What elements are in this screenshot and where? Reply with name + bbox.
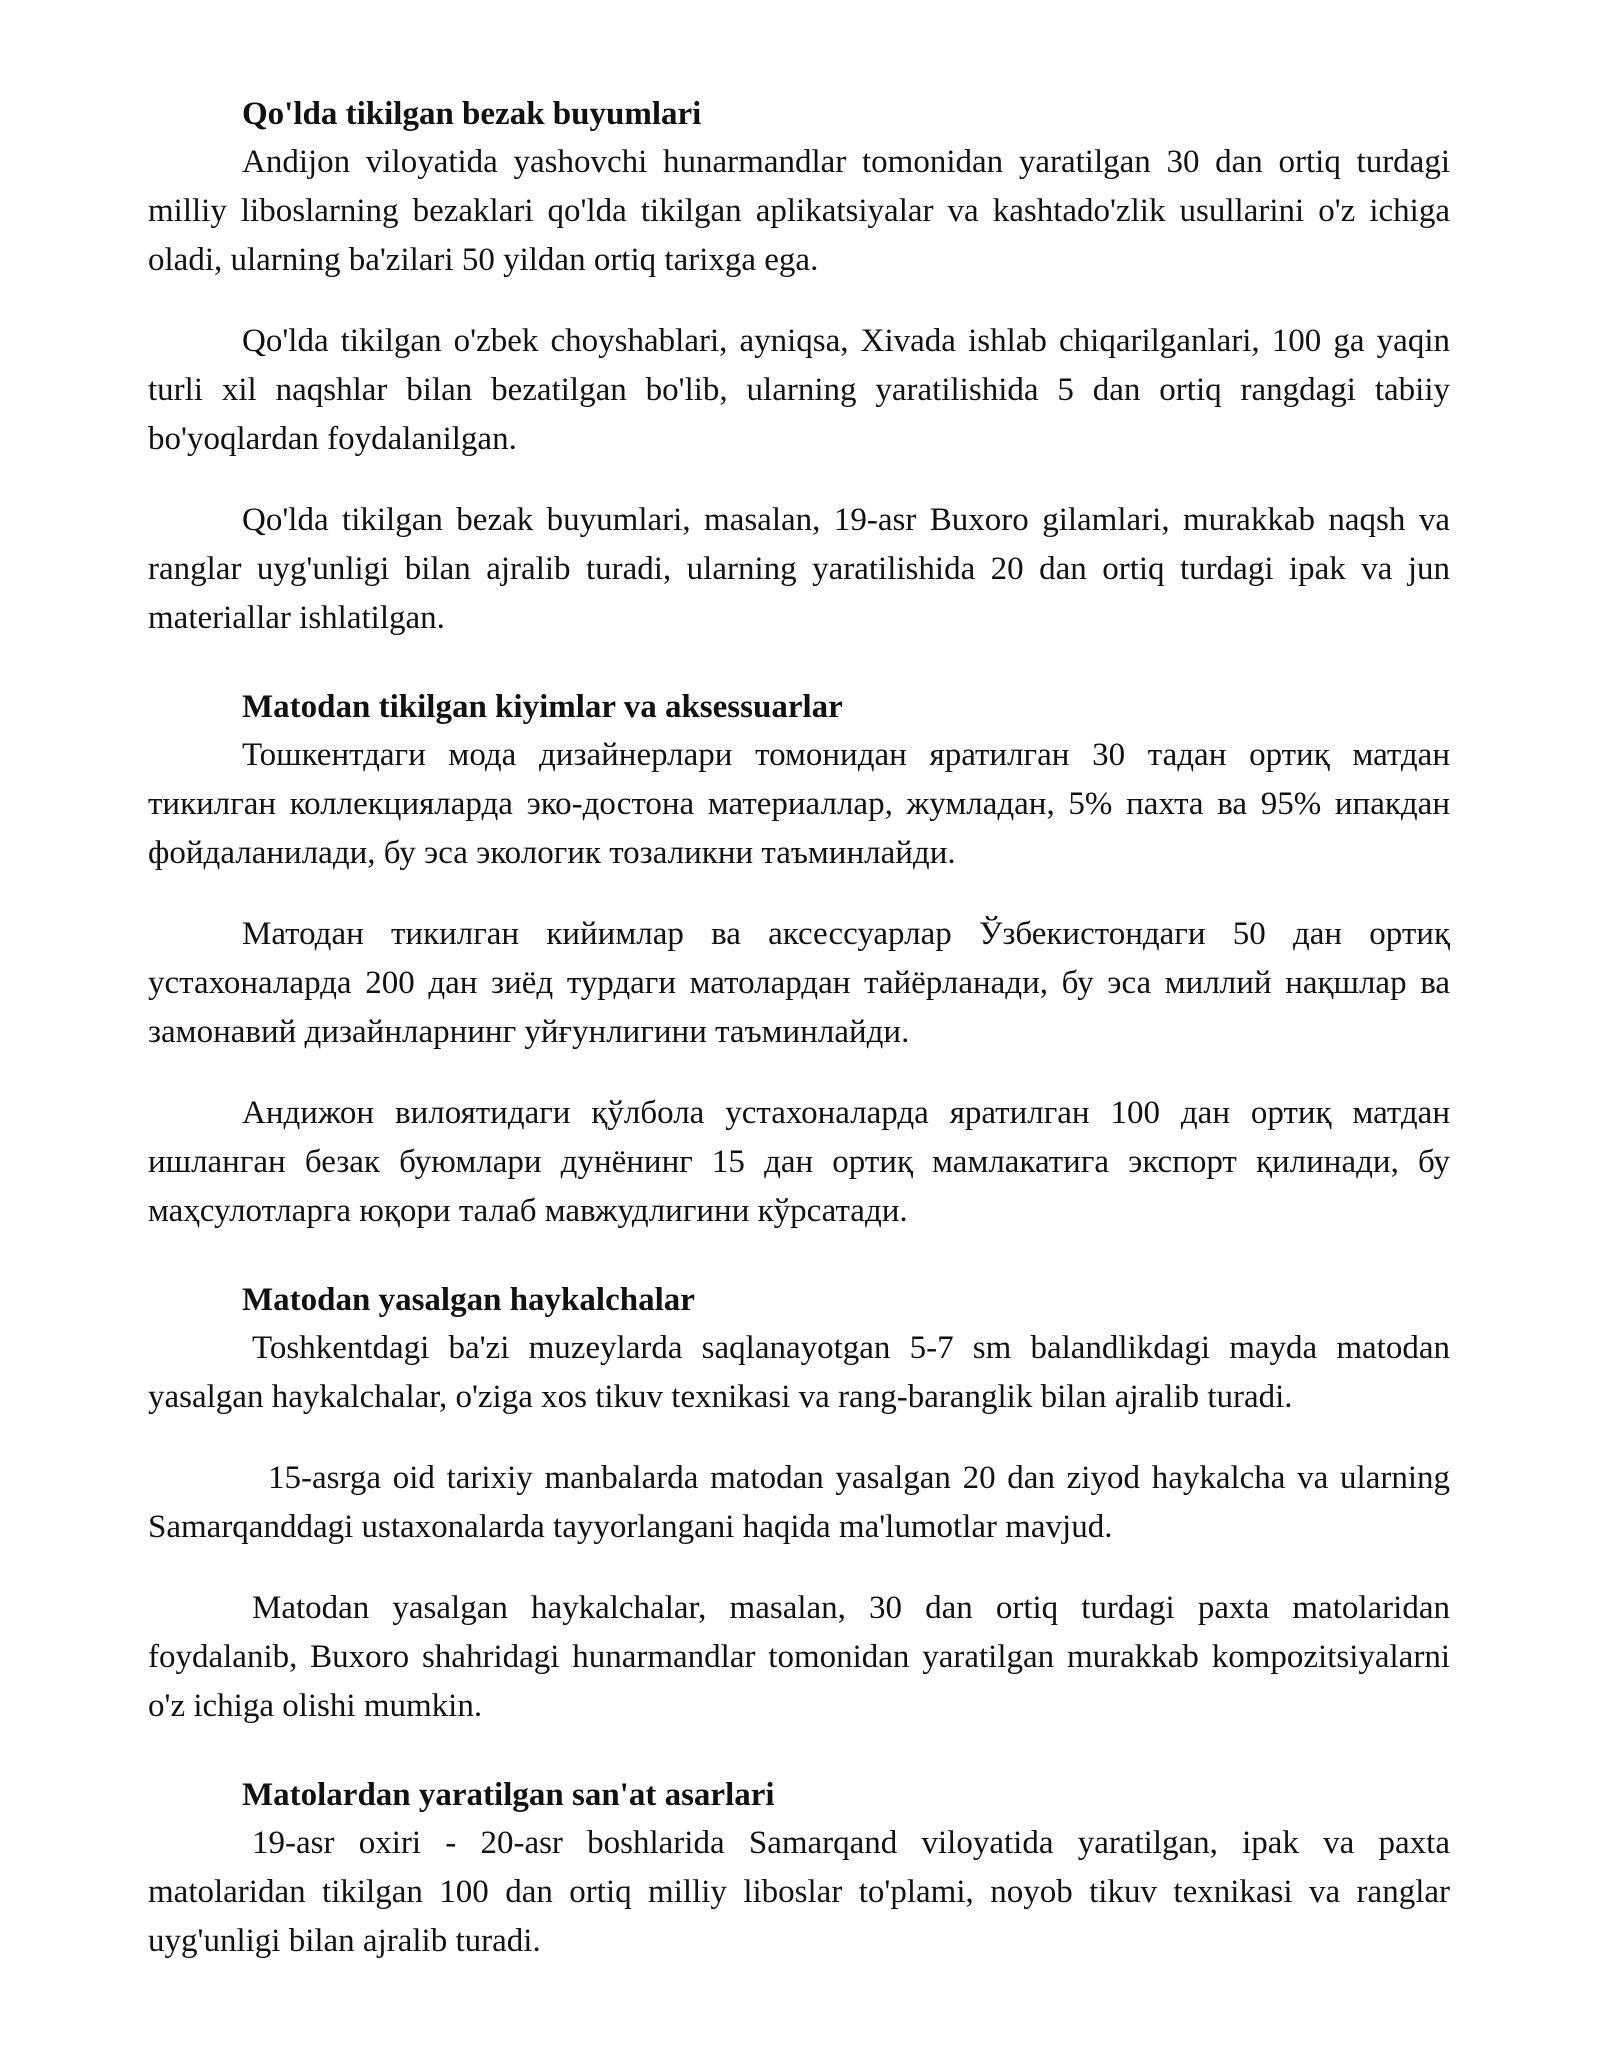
section-title: Matodan yasalgan haykalchalar <box>242 1282 695 1318</box>
section-hand-sewn-decor <box>148 90 1450 643</box>
document-page <box>148 90 1450 2006</box>
paragraph: Андижон вилоятидаги қўлбола устахоналарда яратилган 100 дан ортиқ матдан ишланган безак буюмлари дунёнинг 15 дан ортиқ мамлакатига экспорт қилинади, бу маҳсулотларга юқори талаб мавжудлигини кўрсатади. <box>148 1095 1450 1229</box>
paragraph: 19-asr oxiri - 20-asr boshlarida Samarqand viloyatida yaratilgan, ipak va paxta matolaridan tikilgan 100 dan ortiq milliy liboslar to'plami, noyob tikuv texnikasi va ranglar uyg'unligi bilan ajralib turadi. <box>148 1825 1450 1959</box>
paragraph: Qo'lda tikilgan bezak buyumlari, masalan, 19-asr Buxoro gilamlari, murakkab naqsh va ranglar uyg'unligi bilan ajralib turadi, ularning yaratilishida 20 dan ortiq turdagi ipak va jun materiallar ishlatilgan. <box>148 502 1450 636</box>
paragraph: Toshkentdagi ba'zi muzeylarda saqlanayotgan 5-7 sm balandlikdagi mayda matodan yasalgan haykalchalar, o'ziga xos tikuv texnikasi va rang-baranglik bilan ajralib turadi. <box>148 1330 1450 1415</box>
section-title: Matodan tikilgan kiyimlar va aksessuarlar <box>242 689 843 725</box>
paragraph: Qo'lda tikilgan o'zbek choyshablari, ayniqsa, Xivada ishlab chiqarilganlari, 100 ga yaqin turli xil naqshlar bilan bezatilgan bo'lib, ularning yaratilishida 5 dan ortiq rangdagi tabiiy bo'yoqlardan foydalanilgan. <box>148 323 1450 457</box>
paragraph: Matodan yasalgan haykalchalar, masalan, 30 dan ortiq turdagi paxta matolaridan foydalanib, Buxoro shahridagi hunarmandlar tomonidan yaratilgan murakkab kompozitsiyalarni o'z ichiga olishi mumkin. <box>148 1590 1450 1724</box>
section-fabric-art <box>148 1771 1450 1966</box>
paragraph: Матодан тикилган кийимлар ва аксессуарлар Ўзбекистондаги 50 дан ортиқ устахоналарда 200 дан зиёд турдаги матолардан тайёрланади, бу эса миллий нақшлар ва замонавий дизайнларнинг уйғунлигини таъминлайди. <box>148 916 1450 1050</box>
paragraph: 15-asrga oid tarixiy manbalarda matodan yasalgan 20 dan ziyod haykalcha va ularning Samarqanddagi ustaxonalarda tayyorlangani haqida ma'lumotlar mavjud. <box>148 1460 1450 1545</box>
paragraph: Тошкентдаги мода дизайнерлари томонидан яратилган 30 тадан ортиқ матдан тикилган коллекцияларда эко-достона материаллар, жумладан, 5% пахта ва 95% ипакдан фойдаланилади, бу эса экологик тозаликни таъминлайди. <box>148 737 1450 871</box>
section-fabric-figurines <box>148 1276 1450 1731</box>
section-title: Matolardan yaratilgan san'at asarlari <box>242 1777 775 1813</box>
section-fabric-clothing <box>148 683 1450 1236</box>
paragraph: Andijon viloyatida yashovchi hunarmandlar tomonidan yaratilgan 30 dan ortiq turdagi milliy liboslarning bezaklari qo'lda tikilgan aplikatsiyalar va kashtado'zlik usullarini o'z ichiga oladi, ularning ba'zilari 50 yildan ortiq tarixga ega. <box>148 144 1450 278</box>
section-title: Qo'lda tikilgan bezak buyumlari <box>242 96 702 132</box>
